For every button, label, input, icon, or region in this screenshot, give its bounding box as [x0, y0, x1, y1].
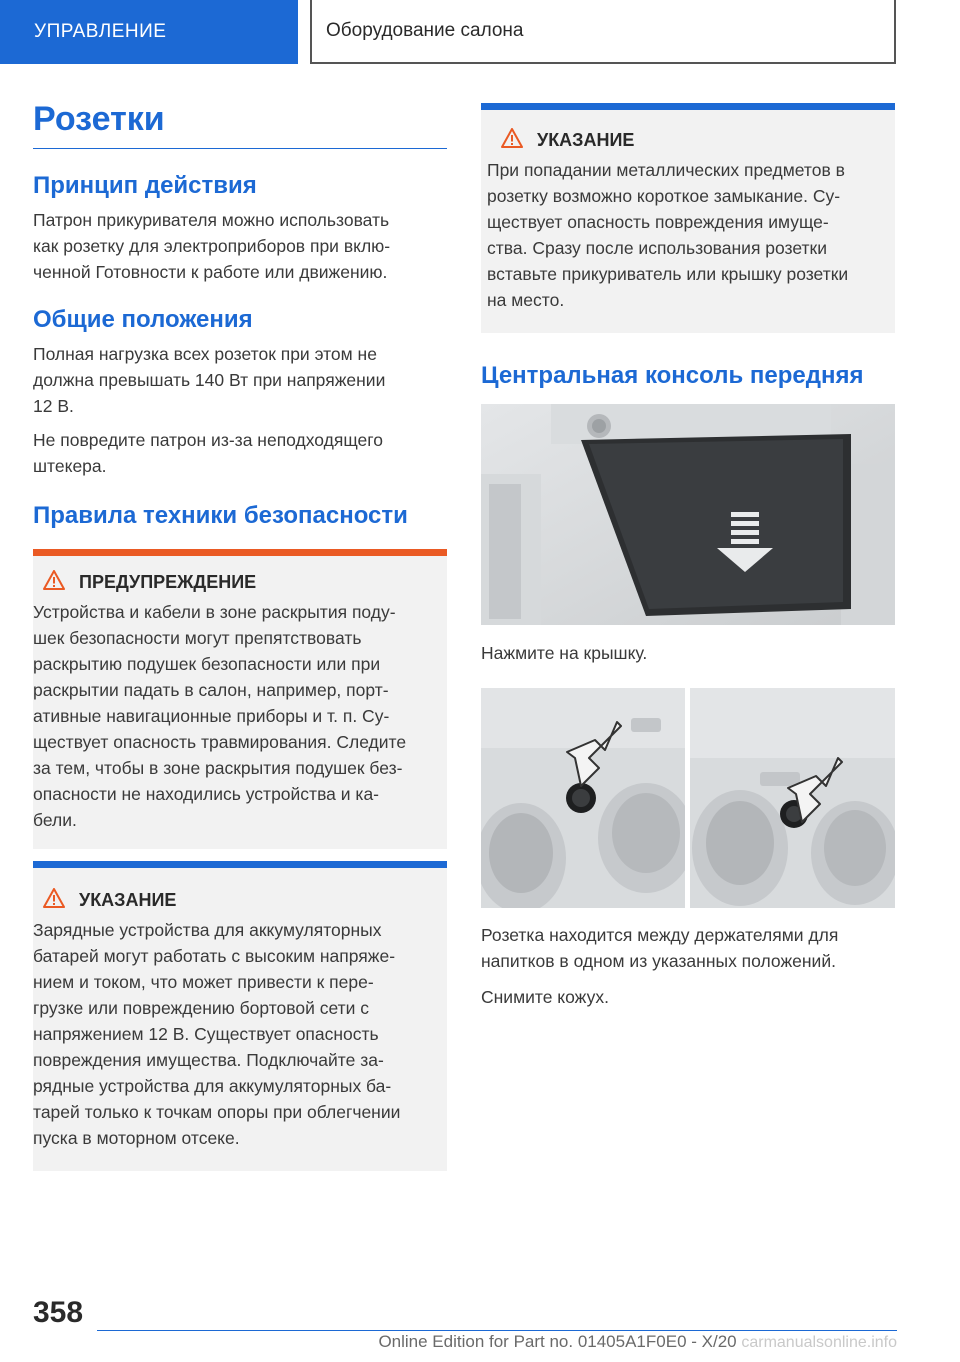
watermark-text: carmanualsonline.info	[741, 1334, 897, 1351]
safety-heading: Правила техники безопасности	[33, 502, 408, 529]
text-line: Зарядные устройства для аккумуляторных	[33, 920, 382, 940]
notice-content	[481, 110, 895, 333]
warning-content	[33, 556, 447, 849]
photo-socket-position-1	[481, 688, 685, 908]
text-line: грузке или повреждению бортовой сети с	[33, 998, 370, 1018]
text-line: опасности не находились устройства и ка-	[33, 784, 380, 804]
text-line: вставьте прикуриватель или крышку розетки	[487, 264, 849, 284]
text-line: ативные навигационные приборы и т. п. Су-	[33, 706, 390, 726]
text-line: Устройства и кабели в зоне раскрытия поду-	[33, 602, 396, 622]
text-line: Патрон прикуривателя можно использовать	[33, 210, 390, 230]
chapter-title: Оборудование салона	[326, 20, 524, 41]
warning-box	[33, 549, 447, 849]
photo-socket-position-2	[690, 688, 895, 908]
text-line: Полная нагрузка всех розеток при этом не	[33, 344, 377, 364]
right-column	[481, 103, 895, 391]
principle-heading: Принцип действия	[33, 172, 257, 199]
general-paragraph-2	[33, 427, 447, 479]
text-line: батарей могут работать с высоким напряже-	[33, 946, 396, 966]
notice-text	[33, 917, 447, 1151]
notice-header	[33, 888, 447, 913]
footer-edition	[309, 1332, 897, 1352]
text-line: розетку возможно короткое замыкание. Су-	[487, 186, 841, 206]
text-line: напитков в одном из указанных положений.	[481, 951, 836, 971]
warning-triangle-icon	[501, 128, 523, 153]
edition-text: Online Edition for Part no. 01405A1F0E0 - X/20	[378, 1332, 737, 1351]
text-line: пуска в моторном отсеке.	[33, 1128, 240, 1148]
section-tab	[0, 0, 298, 64]
warning-triangle-icon	[43, 888, 65, 913]
section-label: УПРАВЛЕНИЕ	[34, 21, 167, 42]
page-title: Розетки	[33, 96, 447, 149]
notice-bar	[33, 861, 447, 868]
photo-socket-cover	[481, 404, 895, 625]
text-line: должна превышать 140 Вт при напряжении	[33, 370, 386, 390]
text-line: повреждения имущества. Подключайте за-	[33, 1050, 384, 1070]
text-line: Розетка находится между держателями для	[481, 925, 839, 945]
text-line: на место.	[487, 290, 565, 310]
text-line: рядные устройства для аккумуляторных ба-	[33, 1076, 392, 1096]
text-line: Нажмите на крышку.	[481, 643, 648, 663]
notice-content	[33, 868, 447, 1171]
text-line: раскрытию подушек безопасности или при	[33, 654, 381, 674]
warning-label: ПРЕДУПРЕЖДЕНИЕ	[79, 572, 257, 592]
caption-location	[481, 922, 895, 1010]
notice-bar	[481, 103, 895, 110]
general-paragraph-1	[33, 341, 447, 419]
text-line: ченной Готовности к работе или движению.	[33, 262, 388, 282]
warning-triangle-icon	[43, 570, 65, 595]
warning-bar	[33, 549, 447, 556]
text-line: При попадании металлических предметов в	[487, 160, 845, 180]
notice-header	[487, 128, 887, 153]
warning-text	[33, 599, 447, 833]
chapter-title-box	[310, 0, 896, 64]
footer-divider	[97, 1330, 897, 1331]
notice-label: УКАЗАНИЕ	[79, 890, 177, 910]
text-line: 12 В.	[33, 396, 74, 416]
text-line: Не повредите патрон из-за неподходящего	[33, 430, 383, 450]
text-line: тарей только к точкам опоры при облегчении	[33, 1102, 401, 1122]
left-column	[33, 96, 447, 1171]
text-line: ществует опасность травмирования. Следите	[33, 732, 407, 752]
text-line: ства. Сразу после использования розетки	[487, 238, 827, 258]
text-line: штекера.	[33, 456, 107, 476]
text-line: бели.	[33, 810, 77, 830]
text-line: за тем, чтобы в зоне раскрытия подушек без-	[33, 758, 403, 778]
text-line: напряжением 12 В. Существует опасность	[33, 1024, 379, 1044]
text-line: ществует опасность повреждения имуще-	[487, 212, 829, 232]
console-heading: Центральная консоль передняя	[481, 362, 864, 389]
notice-label: УКАЗАНИЕ	[537, 130, 635, 150]
caption-remove: Снимите кожух.	[481, 987, 609, 1007]
text-line: шек безопасности могут препятствовать	[33, 628, 362, 648]
text-line: раскрытии падать в салон, например, порт-	[33, 680, 389, 700]
general-heading: Общие положения	[33, 306, 253, 333]
principle-paragraph	[33, 207, 447, 285]
warning-header	[33, 570, 447, 595]
text-line: как розетку для электроприборов при вклю-	[33, 236, 391, 256]
page-number: 358	[33, 1296, 84, 1329]
caption-press	[481, 640, 895, 666]
notice-text	[487, 157, 887, 313]
text-line: нием и током, что может привести к пере-	[33, 972, 374, 992]
notice-box-right	[481, 103, 895, 333]
notice-box-left	[33, 861, 447, 1171]
